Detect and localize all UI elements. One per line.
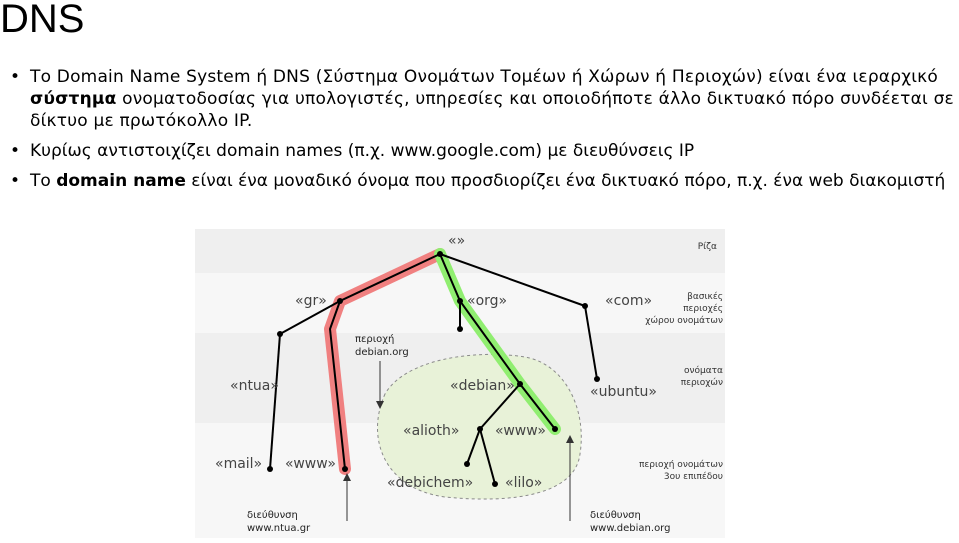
node-debian: «debian» xyxy=(450,378,515,394)
zone-label-1: περιοχή xyxy=(355,334,395,345)
bullet-text: ονοματοδοσίας για υπολογιστές, υπηρεσίες και οποιοδήποτε άλλο δικτυακό πόρο συνδέεται σε δίκτυο με πρωτόκολλο IP. xyxy=(30,89,954,131)
addr-debian-label-2: www.debian.org xyxy=(590,523,671,534)
node-ntua: «ntua» xyxy=(230,378,279,394)
bullet-text: Κυρίως αντιστοιχίζει domain names (π.χ. www.google.com) με διευθύνσεις IP xyxy=(30,141,695,161)
bullet-item xyxy=(10,140,955,162)
dns-tree-svg xyxy=(195,229,725,538)
bullet-bold-text: σύστημα xyxy=(30,89,117,109)
bullet-text: Το xyxy=(30,171,57,191)
bullet-dot: • xyxy=(10,141,21,161)
label-names-2: περιοχών xyxy=(680,378,723,388)
zone-label-2: debian.org xyxy=(355,347,409,358)
bullet-list xyxy=(10,66,955,200)
slide-title: DNS xyxy=(0,0,85,41)
bullet-text: είναι ένα μοναδικό όνομα που προσδιορίζει ένα δικτυακό πόρο, π.χ. ένα web διακομιστή xyxy=(185,171,946,191)
node-alioth: «alioth» xyxy=(403,423,460,439)
node-ubuntu: «ubuntu» xyxy=(590,384,657,400)
bullet-item xyxy=(10,66,955,132)
addr-ntua-label-1: διεύθυνση xyxy=(247,510,298,521)
node-mail: «mail» xyxy=(215,456,263,472)
label-third-level-2: 3ου επιπέδου xyxy=(663,472,723,482)
dns-tree-diagram xyxy=(195,229,725,538)
bullet-dot: • xyxy=(10,171,21,191)
bullet-dot: • xyxy=(10,67,21,87)
addr-debian-label-1: διεύθυνση xyxy=(590,510,641,521)
node-www-ntua: «www» xyxy=(285,456,336,472)
label-top-level-2: περιοχές xyxy=(683,304,723,314)
label-top-level-3: χώρου ονομάτων xyxy=(645,316,723,326)
node-org: «org» xyxy=(467,293,508,309)
bullet-bold-text: domain name xyxy=(56,171,186,191)
node-lilo: «lilo» xyxy=(505,475,543,491)
node-com: «com» xyxy=(605,293,653,309)
node-root: «» xyxy=(448,233,466,249)
node-www-debian: «www» xyxy=(495,423,546,439)
node-gr: «gr» xyxy=(295,293,327,309)
bullet-item xyxy=(10,170,955,192)
label-root: Ρίζα xyxy=(697,242,717,252)
label-top-level-1: βασικές xyxy=(687,292,723,302)
node-debichem: «debichem» xyxy=(387,475,474,491)
label-third-level-1: περιοχή ονομάτων xyxy=(639,460,723,470)
bullet-text: Το Domain Name System ή DNS (Σύστημα Ονομάτων Τομέων ή Χώρων ή Περιοχών) είναι ένα ιεραρχικό xyxy=(30,67,938,87)
addr-ntua-label-2: www.ntua.gr xyxy=(247,523,311,534)
label-names-1: ονόματα xyxy=(683,366,723,376)
